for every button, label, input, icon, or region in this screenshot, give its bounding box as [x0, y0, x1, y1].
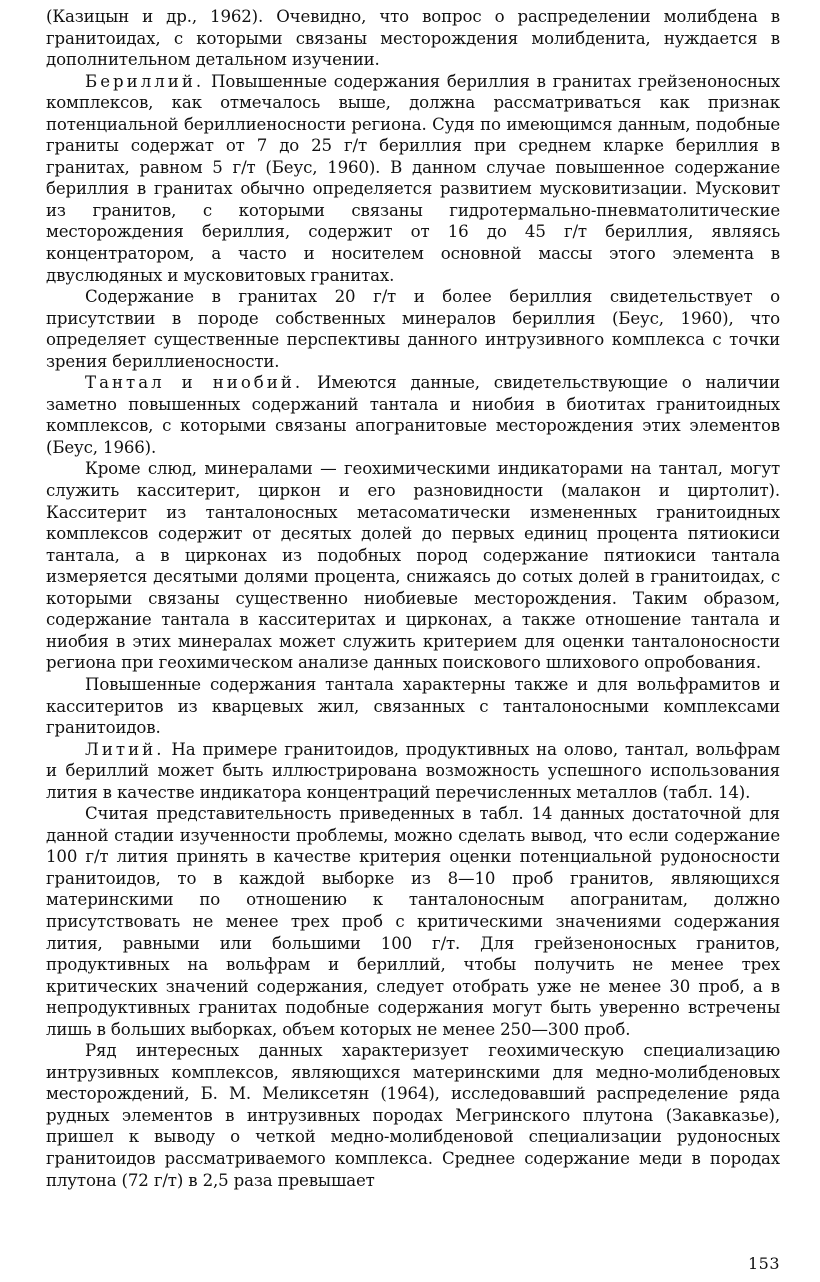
section-lead-tantalum-niobium: Тантал и ниобий.	[85, 373, 304, 393]
paragraph-text: Считая представительность приведенных в табл. 14 данных достаточной для данной стадии изученности проблемы, можно сделать вывод, что если содержание 100 г/т лития принять в качестве критерия оценки потенциальной рудоносности гранитоидов, то в каждой выборке из 8—10 проб гранитов, являющихся материнскими по отношению к танталоносным апогранитам, должно присутствовать не менее трех проб с критическими значениями содержания лития, равными или большими 100 г/т. Для грейзеноносных гранитов, продуктивных на вольфрам и бериллий, чтобы получить не менее трех критических значений содержания, следует отобрать уже не менее 30 проб, а в непродуктивных гранитах подобные содержания могут быть уверенно встречены лишь в больших выборках, объем которых не менее 250—300 проб.	[46, 804, 780, 1039]
paragraph-text: Повышенные содержания бериллия в гранитах грейзеноносных комплексов, как отмечалось выше, должна рассматриваться как признак потенциальной бериллиеносности региона. Судя по имеющимся данным, подобные граниты содержат от 7 до 25 г/т бериллия при среднем кларке бериллия в гранитах, равном 5 г/т (Беус, 1960). В данном случае повышенное содержание бериллия в гранитах обычно определяется развитием мусковитизации. Мусковит из гранитов, с которыми связаны гидротермально-пневматолитические месторождения бериллия, содержит от 16 до 45 г/т бериллия, являясь концентратором, а часто и носителем основной массы этого элемента в двуслюдяных и мусковитовых гранитах.	[46, 71, 780, 285]
page-number: 153	[747, 1254, 780, 1273]
paragraph-molybdenum-end	[46, 6, 780, 71]
section-lead-beryllium: Бериллий.	[85, 71, 205, 91]
paragraph-tantalum-veins	[46, 674, 780, 739]
paragraph-text: Кроме слюд, минералами — геохимическими индикаторами на тантал, могут служить касситерит, циркон и его разновидности (малакон и циртолит). Касситерит из танталоносных метасоматически измененных гранитоидных комплексов содержит от десятых долей до первых единиц процента пятиокиси тантала, а в цирконах из подобных пород содержание пятиокиси тантала измеряется десятыми долями процента, снижаясь до сотых долей в гранитоидах, с которыми связаны существенно ниобиевые месторождения. Таким образом, содержание тантала в касситеритах и цирконах, а также отношение тантала и ниобия в этих минералах может служить критерием для оценки танталоносности региона при геохимическом анализе данных поискового шлихового опробования.	[46, 459, 780, 673]
paragraph-beryllium-content	[46, 286, 780, 372]
paragraph-text: На примере гранитоидов, продуктивных на олово, тантал, вольфрам и бериллий может быть иллюстрирована возможность успешного использования лития в качестве индикатора концентраций перечисленных металлов (табл. 14).	[46, 739, 780, 802]
paragraph-lithium	[46, 739, 780, 804]
paragraph-tantalum-niobium	[46, 372, 780, 458]
paragraph-indicator-minerals	[46, 458, 780, 673]
paragraph-text: Имеются данные, свидетельствующие о наличии заметно повышенных содержаний тантала и ниобия в биотитах гранитоидных комплексов, с которыми связаны апогранитовые месторождения этих элементов (Беус, 1966).	[46, 373, 780, 457]
paragraph-text: Ряд интересных данных характеризует геохимическую специализацию интрузивных комплексов, являющихся материнскими для медно-молибденовых месторождений, Б. М. Меликсетян (1964), исследовавший распределение ряда рудных элементов в интрузивных породах Мегринского плутона (Закавказье), пришел к выводу о четкой медно-молибденовой специализации рудоносных гранитоидов рассматриваемого комплекса. Среднее содержание меди в породах плутона (72 г/т) в 2,5 раза превышает	[46, 1041, 780, 1190]
paragraph-copper-molybdenum	[46, 1040, 780, 1191]
paragraph-beryllium	[46, 71, 780, 286]
paragraph-lithium-criteria	[46, 803, 780, 1040]
page-text	[46, 6, 780, 1191]
paragraph-text: Содержание в гранитах 20 г/т и более бериллия свидетельствует о присутствии в породе собственных минералов бериллия (Беус, 1960), что определяет существенные перспективы данного интрузивного комплекса с точки зрения бериллиеносности.	[46, 287, 780, 371]
paragraph-text: Повышенные содержания тантала характерны также и для вольфрамитов и касситеритов из кварцевых жил, связанных с танталоносными комплексами гранитоидов.	[46, 674, 780, 738]
section-lead-lithium: Литий.	[85, 739, 165, 759]
paragraph-text: (Казицын и др., 1962). Очевидно, что вопрос о распределении молибдена в гранитоидах, с которыми связаны месторождения молибденита, нуждается в дополнительном детальном изучении.	[46, 7, 780, 70]
